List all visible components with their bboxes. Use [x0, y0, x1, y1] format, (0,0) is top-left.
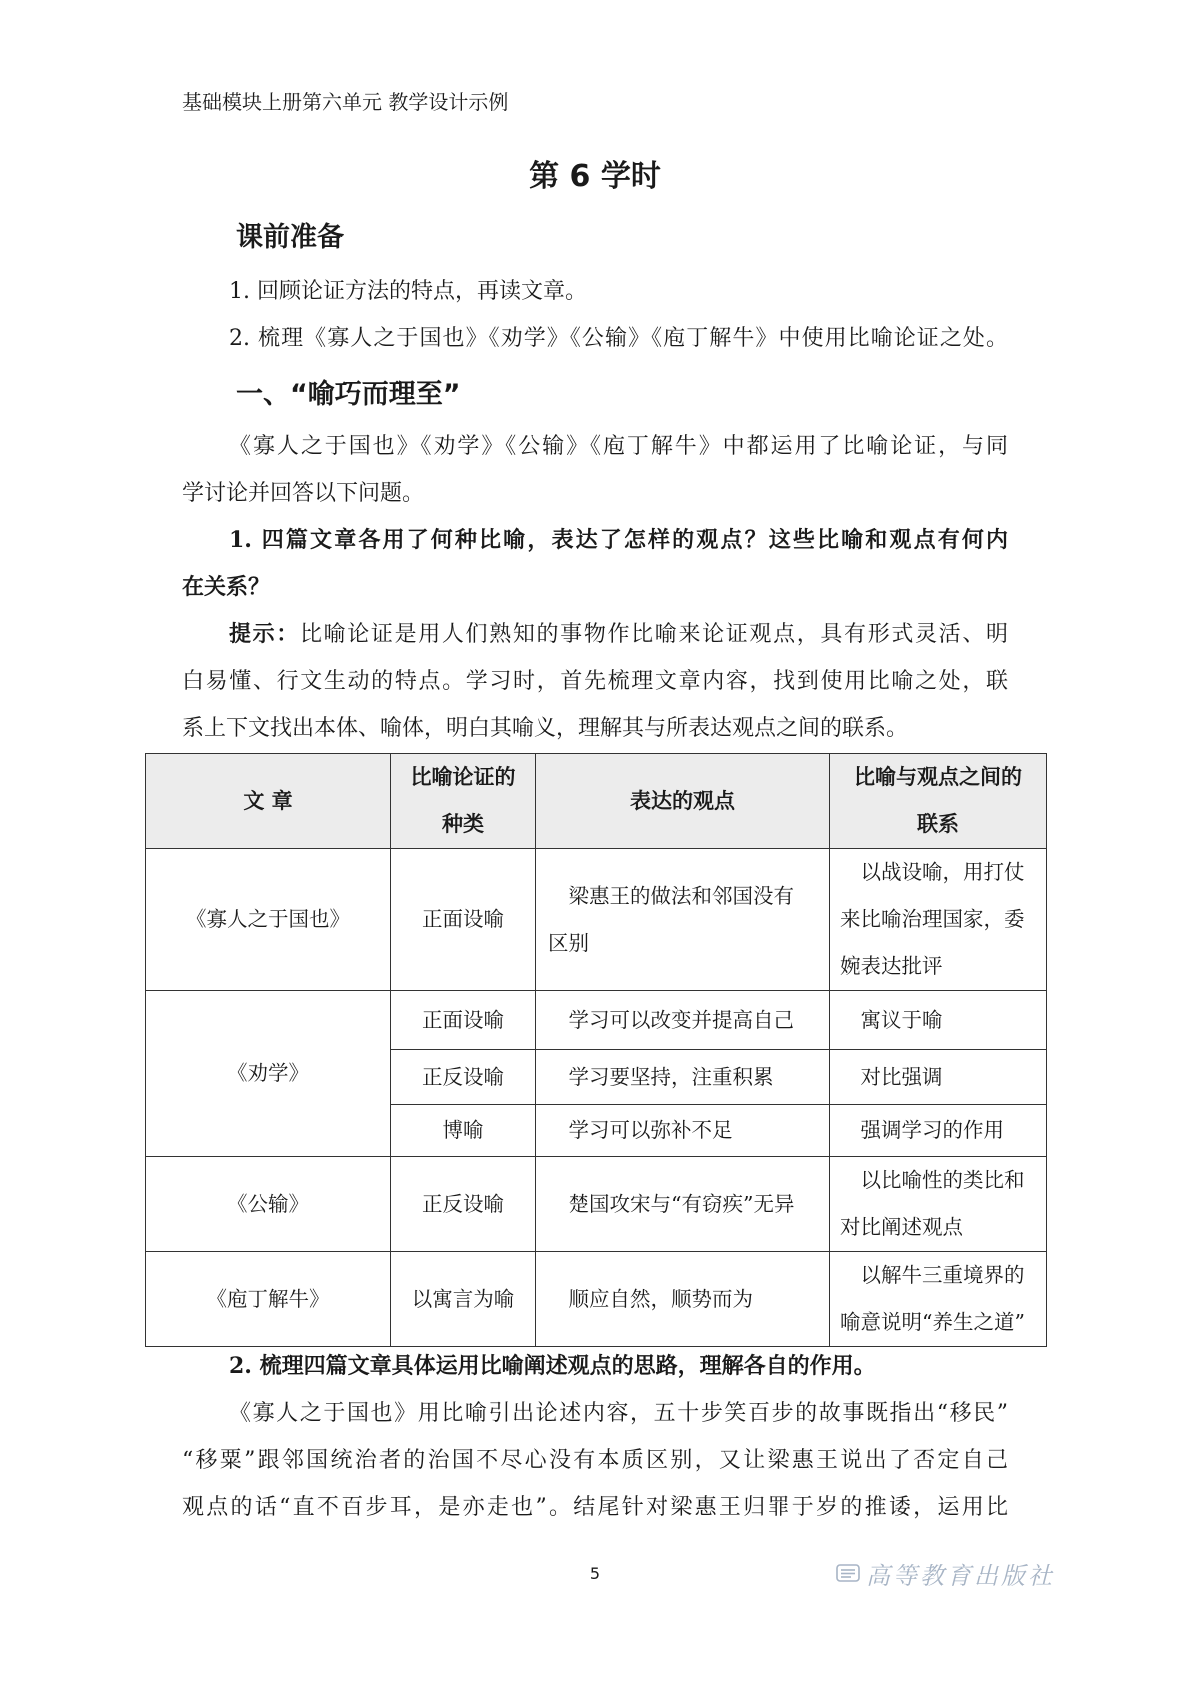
cell-text: 强调学习的作用	[860, 1118, 1004, 1142]
lesson-title: 第 6 学时	[529, 159, 661, 194]
cell-text: 《劝学》	[227, 1061, 309, 1085]
question-1-line: 1. 四篇文章各用了何种比喻，表达了怎样的观点？这些比喻和观点有何内	[229, 527, 1008, 553]
cell-article	[146, 991, 391, 1157]
cell-type	[391, 1157, 536, 1252]
intro-line: 《寡人之于国也》《劝学》《公输》《庖丁解牛》中都运用了比喻论证，与同	[229, 434, 1008, 459]
prep-heading: 课前准备	[236, 222, 344, 253]
intro-line: 学讨论并回答以下问题。	[182, 481, 425, 506]
hint-line	[182, 611, 1008, 658]
cell-view	[536, 1157, 830, 1252]
cell-relation	[830, 991, 1047, 1050]
stacked-layers-icon	[836, 1563, 860, 1583]
cell-type	[391, 849, 536, 991]
table-header-row	[146, 754, 1047, 849]
cell-relation	[830, 1050, 1047, 1105]
hint-line: 白易懂、行文生动的特点。学习时，首先梳理文章内容，找到使用比喻之处，联	[182, 669, 1008, 694]
cell-text: 梁惠王的做法和邻国没有	[568, 883, 794, 908]
publisher-logo-text: 高等教育出版社	[866, 1561, 1055, 1590]
cell-type	[391, 1105, 536, 1157]
header-relation	[830, 754, 1047, 849]
cell-text: 顺应自然，顺势而为	[568, 1286, 753, 1311]
cell-type	[391, 1252, 536, 1347]
cell-relation	[830, 1252, 1047, 1347]
table-row	[146, 849, 1047, 991]
cell-text: 以解牛三重境界的	[860, 1263, 1025, 1287]
hint-line: 系上下文找出本体、喻体，明白其喻义，理解其与所表达观点之间的联系。	[182, 716, 909, 741]
cell-text: 寓议于喻	[860, 1007, 943, 1032]
cell-text: 区别	[548, 930, 589, 955]
hint-label: 提示：	[229, 621, 300, 647]
header-text: 种类	[442, 812, 484, 836]
cell-article	[146, 849, 391, 991]
cell-text: 学习可以改变并提高自己	[568, 1007, 794, 1032]
prep-list	[182, 268, 1008, 362]
cell-text: 来比喻治理国家，委	[840, 907, 1025, 931]
table-row	[146, 1252, 1047, 1347]
cell-article	[146, 1157, 391, 1252]
question-2: 2. 梳理四篇文章具体运用比喻阐述观点的思路，理解各自的作用。	[229, 1353, 876, 1379]
page-number: 5	[589, 1564, 601, 1583]
cell-text: 学习可以弥补不足	[568, 1118, 733, 1142]
header-view	[536, 754, 830, 849]
hint-text: 比喻论证是用人们熟知的事物作比喻来论证观点，具有形式灵活、明	[299, 622, 1008, 647]
cell-relation	[830, 1157, 1047, 1252]
prep-item: 1. 回顾论证方法的特点，再读文章。	[229, 279, 587, 304]
cell-view	[536, 1105, 830, 1157]
header-article	[146, 754, 391, 849]
cell-view	[536, 991, 830, 1050]
header-type	[391, 754, 536, 849]
cell-text: 《公输》	[227, 1191, 309, 1216]
section-heading: 一、“喻巧而理至”	[236, 379, 461, 410]
cell-text: 正反设喻	[422, 1064, 504, 1089]
comparison-table	[145, 753, 1047, 1347]
cell-text: 以战设喻，用打仗	[860, 860, 1025, 884]
section-body	[182, 423, 1008, 752]
cell-text: 以寓言为喻	[411, 1286, 515, 1311]
cell-text: 楚国攻宋与“有窃疾”无异	[568, 1191, 795, 1216]
cell-relation	[830, 849, 1047, 991]
table-row	[146, 991, 1047, 1050]
prep-item: 2. 梳理《寡人之于国也》《劝学》《公输》《庖丁解牛》中使用比喻论证之处。	[229, 326, 1008, 351]
cell-text: 学习要坚持，注重积累	[568, 1064, 774, 1089]
analysis-block	[182, 1343, 1008, 1531]
cell-view	[536, 1252, 830, 1347]
cell-text: 正反设喻	[422, 1191, 504, 1216]
analysis-line: 《寡人之于国也》用比喻引出论述内容，五十步笑百步的故事既指出“移民”	[229, 1401, 1008, 1426]
header-text: 文 章	[243, 788, 293, 813]
cell-text: 对比阐述观点	[840, 1215, 963, 1239]
cell-text: 婉表达批评	[840, 954, 943, 978]
cell-text: 喻意说明“养生之道”	[840, 1310, 1025, 1334]
analysis-line: “移粟”跟邻国统治者的治国不尽心没有本质区别，又让梁惠王说出了否定自己	[182, 1448, 1008, 1473]
question-1-line: 在关系？	[182, 574, 271, 600]
cell-article	[146, 1252, 391, 1347]
analysis-line: 观点的话“直不百步耳，是亦走也”。结尾针对梁惠王归罪于岁的推诿，运用比	[182, 1495, 1008, 1520]
cell-view	[536, 1050, 830, 1105]
cell-text: 《庖丁解牛》	[206, 1286, 330, 1311]
cell-text: 以比喻性的类比和	[860, 1168, 1025, 1192]
cell-type	[391, 991, 536, 1050]
header-text: 表达的观点	[630, 788, 735, 813]
publisher-logo	[836, 1556, 1055, 1590]
running-header: 基础模块上册第六单元 教学设计示例	[182, 90, 509, 114]
cell-relation	[830, 1105, 1047, 1157]
cell-text: 《寡人之于国也》	[186, 907, 350, 931]
header-text: 比喻论证的	[410, 765, 516, 789]
cell-view	[536, 849, 830, 991]
table-row	[146, 1157, 1047, 1252]
cell-text: 正面设喻	[422, 907, 504, 931]
cell-text: 博喻	[442, 1118, 484, 1142]
header-text: 比喻与观点之间的	[854, 765, 1022, 789]
cell-text: 正面设喻	[422, 1007, 504, 1032]
cell-type	[391, 1050, 536, 1105]
cell-text: 对比强调	[860, 1064, 943, 1089]
header-text: 联系	[917, 812, 959, 836]
